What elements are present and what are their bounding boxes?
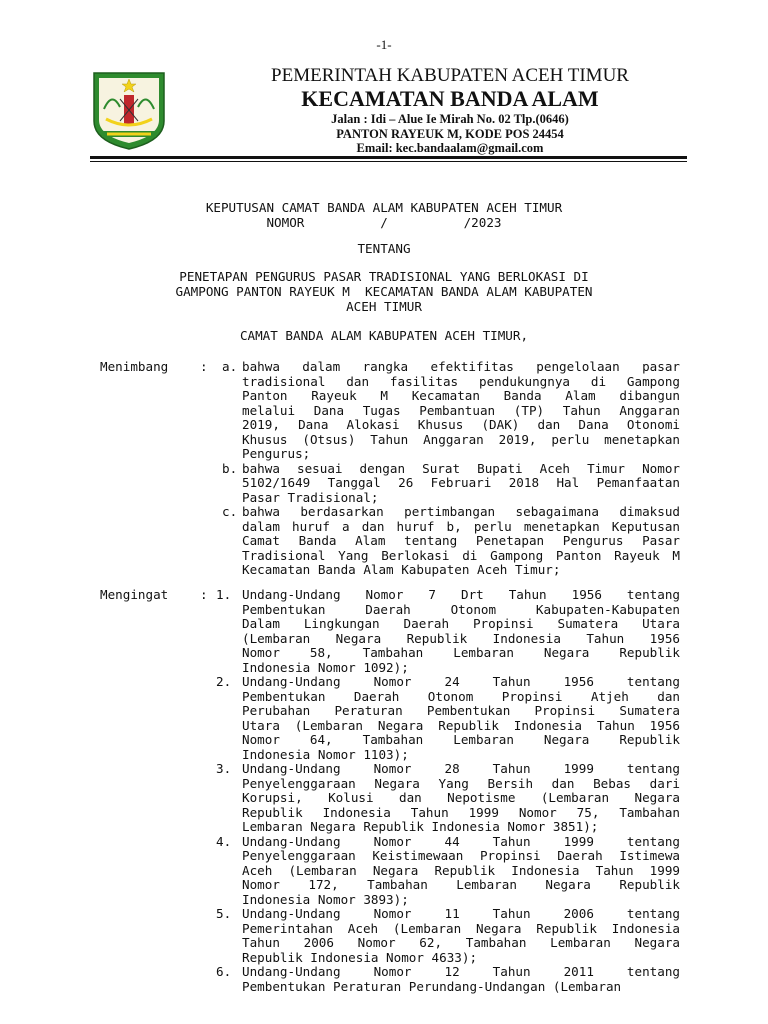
subject-line: GAMPONG PANTON RAYEUK M KECAMATAN BANDA ALAM KABUPATEN [175, 284, 593, 299]
clause-line: Pembentukan Peraturan Perundang-Undangan (Lembaran [242, 978, 622, 994]
letterhead-thick-rule [90, 156, 687, 159]
clause-line: Nomor 172, Tambahan Lembaran Negara Republik [242, 877, 680, 892]
mengingat-label: Mengingat [100, 587, 169, 602]
clause-line: Panton Rayeuk M Kecamatan Banda Alam dibangun [242, 388, 680, 403]
clause-line: bahwa dalam rangka efektifitas pengelolaan pasar [242, 359, 680, 374]
mengingat-item-text [242, 762, 680, 835]
clause-line: bahwa berdasarkan pertimbangan sebagaimana dimaksud [242, 504, 680, 519]
clause-line: Penyelenggaraan Negara Yang Bersih dan Bebas dari [242, 775, 680, 791]
menimbang-item-text [242, 462, 680, 506]
clause-line: Aceh (Lembaran Negara Republik Indonesia Tahun 1999 [242, 862, 680, 878]
subject-line: PENETAPAN PENGURUS PASAR TRADISIONAL YANG BERLOKASI DI [179, 269, 589, 284]
menimbang-item-text [242, 360, 680, 462]
page-number: -1- [376, 37, 392, 52]
clause-line: Undang-Undang Nomor 44 Tahun 1999 tentang [242, 833, 680, 849]
decree-title: KEPUTUSAN CAMAT BANDA ALAM KABUPATEN ACEH TIMUR [205, 200, 563, 215]
mengingat-colon: : [200, 587, 208, 602]
email-line: Email: kec.bandaalam@gmail.com [356, 141, 544, 155]
clause-line: Undang-Undang Nomor 7 Drt Tahun 1956 tentang [242, 587, 680, 602]
letterhead-thin-rule [90, 161, 687, 162]
clause-line: Pembentukan Daerah Otonom Kabupaten-Kabupaten [242, 601, 680, 617]
clause-line: Tahun 2006 Nomor 62, Tambahan Lembaran Negara [242, 935, 680, 950]
clause-line: Undang-Undang Nomor 11 Tahun 2006 tentang [242, 906, 680, 921]
clause-line: Tradisional Yang Berlokasi di Gampong Panton Rayeuk M [242, 547, 680, 563]
clause-line: Dalam Lingkungan Daerah Propinsi Sumatera Utara [242, 616, 680, 631]
authority-line: CAMAT BANDA ALAM KABUPATEN ACEH TIMUR, [239, 328, 529, 343]
district-name: KECAMATAN BANDA ALAM [301, 86, 599, 111]
letterhead [150, 66, 750, 156]
postal-line: PANTON RAYEUK M, KODE POS 24454 [336, 126, 564, 141]
mengingat-item-marker: 3. [216, 761, 232, 776]
clause-line: Camat Banda Alam tentang Penetapan Pengurus Pasar [242, 533, 680, 548]
menimbang-item-text [242, 505, 680, 578]
mengingat-item-marker: 6. [216, 964, 232, 979]
clause-line: dalam huruf a dan huruf b, perlu menetapkan Keputusan [242, 518, 680, 534]
clause-line: Republik Indonesia Nomor 4633); [242, 949, 478, 965]
mengingat-item-text [242, 675, 680, 762]
clause-line: Perubahan Peraturan Pembentukan Propinsi Sumatera [242, 703, 680, 718]
mengingat-item-marker: 2. [216, 674, 232, 689]
clause-line: Korupsi, Kolusi dan Nepotisme (Lembaran Negara [242, 790, 680, 805]
menimbang-colon: : [200, 359, 208, 374]
clause-line: Pemerintahan Aceh (Lembaran Negara Republik Indonesia [242, 920, 680, 936]
clause-line: Kecamatan Banda Alam Kabupaten Aceh Timur; [242, 562, 561, 577]
mengingat-item-text [242, 588, 680, 675]
clause-line: bahwa sesuai dengan Surat Bupati Aceh Timur Nomor [242, 460, 680, 476]
clause-line: Pembentukan Daerah Otonom Propinsi Atjeh dan [242, 688, 680, 704]
clause-line: Nomor 58, Tambahan Lembaran Negara Republik [242, 645, 680, 660]
clause-line: Indonesia Nomor 1103); [242, 746, 409, 762]
clause-line: Indonesia Nomor 1092); [242, 659, 409, 675]
government-name: PEMERINTAH KABUPATEN ACEH TIMUR [271, 65, 629, 86]
clause-line: (Lembaran Negara Republik Indonesia Tahun 1956 [242, 630, 680, 646]
clause-line: Undang-Undang Nomor 24 Tahun 1956 tentang [242, 674, 680, 689]
clause-line: Republik Indonesia Tahun 1999 Nomor 75, Tambahan [242, 804, 680, 820]
menimbang-item-marker: c. [222, 504, 238, 519]
mengingat-item-marker: 1. [216, 587, 232, 602]
menimbang-label: Menimbang [100, 359, 169, 374]
clause-line: melalui Dana Tugas Pembantuan (TP) Tahun Anggaran [242, 402, 680, 418]
clause-line: Lembaran Negara Republik Indonesia Nomor 3851); [242, 819, 599, 834]
decree-number: NOMOR / /2023 [266, 215, 502, 230]
clause-line: Pasar Tradisional; [242, 489, 379, 505]
menimbang-item-marker: a. [222, 359, 238, 374]
clause-line: Penyelenggaraan Keistimewaan Propinsi Daerah Istimewa [242, 848, 680, 863]
clause-line: Undang-Undang Nomor 28 Tahun 1999 tentang [242, 761, 680, 776]
clause-line: Indonesia Nomor 3893); [242, 891, 409, 907]
clause-line: Undang-Undang Nomor 12 Tahun 2011 tentang [242, 964, 680, 979]
tentang-heading: TENTANG [357, 241, 411, 256]
clause-line: 2019, Dana Alokasi Khusus (DAK) dan Dana Otonomi [242, 417, 680, 432]
clause-line: tradisional dan fasilitas pendukungnya di Gampong [242, 373, 680, 389]
mengingat-item-marker: 4. [216, 833, 232, 849]
clause-line: Pengurus; [242, 446, 311, 461]
subject-line: ACEH TIMUR [346, 299, 422, 314]
mengingat-item-marker: 5. [216, 906, 232, 921]
mengingat-item-text [242, 907, 680, 965]
clause-line: 5102/1649 Tanggal 26 Februari 2018 Hal Pemanfaatan [242, 475, 680, 490]
menimbang-item-marker: b. [222, 460, 238, 476]
address-line: Jalan : Idi – Alue Ie Mirah No. 02 Tlp.(0646) [331, 112, 569, 126]
mengingat-item-text [242, 835, 680, 908]
mengingat-item-text [242, 965, 680, 994]
clause-line: Utara (Lembaran Negara Republik Indonesia Tahun 1956 [242, 717, 680, 733]
clause-line: Nomor 64, Tambahan Lembaran Negara Republik [242, 732, 680, 747]
clause-line: Khusus (Otsus) Tahun Anggaran 2019, perlu menetapkan [242, 431, 680, 447]
